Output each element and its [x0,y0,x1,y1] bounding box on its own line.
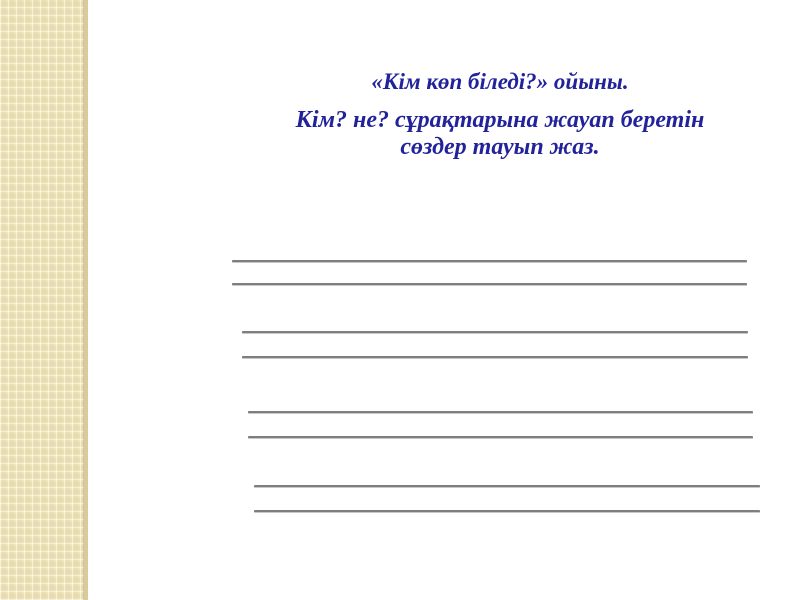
slide-title: «Кім көп біледі?» ойыны. [371,69,629,94]
answer-line [242,356,748,359]
subtitle-line-1: Кім? не? сұрақтарына жауап беретін [295,107,705,133]
answer-line [254,510,760,513]
answer-line [248,411,753,414]
subtitle-line-2: сөздер тауып жаз. [400,134,600,160]
answer-line [242,331,748,334]
answer-line [232,283,747,286]
left-texture-strip [0,0,88,600]
answer-line [232,260,747,263]
answer-line [254,485,760,488]
slide-subtitle [198,107,800,161]
answer-line [248,436,753,439]
